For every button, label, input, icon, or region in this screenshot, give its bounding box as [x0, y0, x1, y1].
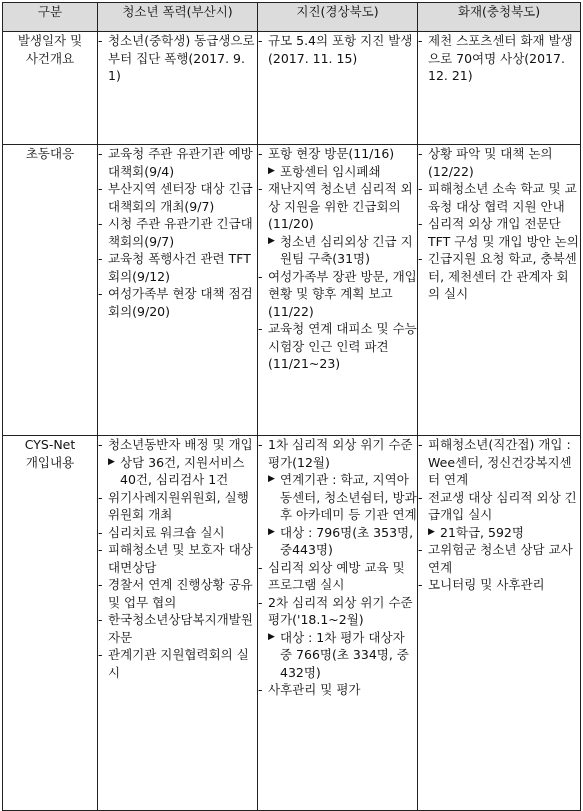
triangle-bullet-icon: ▶ [268, 235, 275, 246]
bullet-text: 피해청소년(직간접) 개입 : Wee센터, 정신건강복지센터 연계 [428, 437, 572, 487]
cell-fire [418, 436, 581, 811]
bullet-item [418, 576, 580, 594]
dash-bullet-icon: - [418, 216, 423, 231]
bullet-text: 교육청 폭행사건 관련 TFT회의(9/12) [108, 251, 251, 284]
bullet-text: 긴급지원 요청 학교, 충북센터, 제천센터 간 관계자 회의 실시 [428, 251, 577, 301]
header-row [3, 3, 581, 32]
dash-bullet-icon: - [418, 542, 423, 557]
row-label-line: 개입내용 [25, 454, 75, 470]
bullet-text: 시청 주관 유관기관 긴급대책회의(9/7) [108, 216, 253, 249]
bullet-item [98, 576, 257, 611]
dash-bullet-icon: - [98, 524, 103, 540]
dash-bullet-icon: - [418, 146, 423, 161]
triangle-bullet-icon: ▶ [268, 526, 275, 537]
sub-bullet-item [258, 233, 417, 268]
bullet-text: 한국청소년상담복지개발원 자문 [108, 612, 253, 645]
sub-bullet-item [258, 471, 417, 524]
dash-bullet-icon: - [258, 437, 263, 452]
row-incident-overview [3, 32, 581, 145]
sub-bullet-item [98, 454, 257, 489]
bullet-item [258, 681, 417, 699]
bullet-text: 여성가족부 장관 방문, 개입 현황 및 향후 계획 보고(11/22) [268, 268, 417, 319]
bullet-item [258, 559, 417, 594]
dash-bullet-icon: - [98, 181, 103, 196]
bullet-text: 여성가족부 현장 대책 점검회의(9/20) [108, 286, 253, 319]
bullet-text: 피해청소년 및 보호자 대상 대면상담 [108, 542, 253, 575]
bullet-text: 교육청 연계 대피소 및 수능 시험장 인근 인력 파견(11/21~23) [268, 321, 417, 371]
cell-earthquake [258, 145, 418, 436]
dash-bullet-icon: - [258, 559, 263, 575]
row-label-line: 사건개요 [25, 50, 75, 66]
sub-bullet-item [418, 524, 580, 542]
bullet-text: 1차 심리적 외상 위기 수준 평가(12월) [268, 437, 413, 470]
bullet-text: 교육청 주관 유관기관 예방대책회(9/4) [108, 146, 253, 179]
row-label-line: CYS-Net [24, 437, 76, 452]
row-label [3, 436, 98, 811]
bullet-text: 고위험군 청소년 상담 교사 연계 [428, 542, 573, 575]
bullet-text: 연계기관 : 학교, 지역아동센터, 청소년쉼터, 방과 후 아카데미 등 기관 연계 [280, 472, 417, 522]
bullet-item [98, 524, 257, 542]
dash-bullet-icon: - [258, 682, 263, 697]
dash-bullet-icon: - [98, 33, 103, 48]
bullet-text: 심리적 외상 개입 전문단TFT 구성 및 개입 방안 논의 [428, 216, 579, 249]
sub-bullet-item [258, 163, 417, 181]
bullet-text: 규모 5.4의 포항 지진 발생(2017. 11. 15) [268, 33, 413, 66]
header-earthquake: 지진(경상북도) [258, 3, 418, 32]
bullet-item [418, 489, 580, 524]
dash-bullet-icon: - [98, 489, 103, 505]
bullet-item [418, 32, 580, 85]
dash-bullet-icon: - [418, 577, 423, 592]
header-category: 구분 [3, 3, 98, 32]
dash-bullet-icon: - [258, 33, 263, 48]
bullet-text: 경찰서 연계 진행상황 공유 및 업무 협의 [108, 577, 253, 610]
bullet-text: 포항 현장 방문(11/16) [268, 146, 395, 161]
dash-bullet-icon: - [98, 577, 103, 592]
triangle-bullet-icon: ▶ [268, 165, 275, 176]
cell-fire [418, 32, 581, 145]
bullet-item [258, 32, 417, 67]
bullet-item [98, 611, 257, 646]
cell-youth-violence [98, 32, 258, 145]
cell-fire [418, 145, 581, 436]
bullet-item [98, 541, 257, 576]
triangle-bullet-icon: ▶ [108, 456, 115, 467]
bullet-text: 심리치료 워크숍 실시 [108, 524, 225, 540]
dash-bullet-icon: - [98, 647, 103, 662]
bullet-text: 모니터링 및 사후관리 [428, 577, 545, 592]
bullet-item [98, 32, 257, 85]
bullet-text: 재난지역 청소년 심리적 외상 지원을 위한 긴급회의(11/20) [268, 181, 413, 231]
bullet-item [258, 320, 417, 373]
bullet-text: 피해청소년 소속 학교 및 교육청 대상 협력 지원 안내 [428, 181, 577, 214]
triangle-bullet-icon: ▶ [268, 631, 275, 642]
dash-bullet-icon: - [98, 146, 103, 161]
row-label-line: 초동대응 [25, 146, 75, 161]
row-initial-response [3, 145, 581, 436]
incident-response-table [2, 2, 581, 811]
bullet-text: 청소년동반자 배정 및 개입 [108, 437, 253, 452]
bullet-item [98, 250, 257, 285]
dash-bullet-icon: - [258, 594, 263, 610]
dash-bullet-icon: - [98, 437, 103, 452]
bullet-item [418, 215, 580, 250]
bullet-item [98, 145, 257, 180]
bullet-text: 21학급, 592명 [440, 524, 524, 540]
row-cysnet-intervention [3, 436, 581, 811]
dash-bullet-icon: - [258, 146, 263, 161]
dash-bullet-icon: - [418, 33, 423, 48]
dash-bullet-icon: - [418, 437, 423, 452]
bullet-item [418, 180, 580, 215]
bullet-text: 위기사례지원위원회, 실행위원회 개최 [108, 489, 249, 522]
cell-youth-violence [98, 436, 258, 811]
cell-earthquake [258, 32, 418, 145]
bullet-text: 2차 심리적 외상 위기 수준 평가('18.1~2월) [268, 594, 413, 627]
dash-bullet-icon: - [418, 251, 423, 266]
bullet-text: 상담 36건, 지원서비스 40건, 심리검사 1건 [120, 454, 245, 487]
dash-bullet-icon: - [258, 268, 263, 284]
dash-bullet-icon: - [258, 181, 263, 196]
cell-youth-violence [98, 145, 258, 436]
dash-bullet-icon: - [98, 542, 103, 557]
sub-bullet-item [258, 629, 417, 682]
header-fire: 화재(충청북도) [418, 3, 581, 32]
bullet-text: 청소년 심리외상 긴급 지원팀 구축(31명) [280, 233, 413, 266]
bullet-item [418, 250, 580, 303]
bullet-text: 전교생 대상 심리적 외상 긴급개입 실시 [428, 489, 577, 522]
triangle-bullet-icon: ▶ [428, 526, 435, 537]
dash-bullet-icon: - [98, 251, 103, 266]
dash-bullet-icon: - [98, 216, 103, 231]
header-youth-violence: 청소년 폭력(부산시) [98, 3, 258, 32]
bullet-text: 대상 : 796명(초 353명, 중443명) [280, 524, 414, 557]
row-label [3, 145, 98, 436]
bullet-text: 사후관리 및 평가 [268, 682, 361, 697]
bullet-text: 관계기관 지원협력회의 실시 [108, 647, 249, 680]
bullet-text: 부산지역 센터장 대상 긴급대책회의 개최(9/7) [108, 181, 253, 214]
bullet-item [258, 436, 417, 471]
sub-bullet-item [258, 524, 417, 559]
dash-bullet-icon: - [98, 286, 103, 301]
bullet-text: 심리적 외상 예방 교육 및 프로그램 실시 [268, 559, 405, 592]
bullet-item [98, 436, 257, 454]
bullet-item [98, 646, 257, 681]
cell-earthquake [258, 436, 418, 811]
dash-bullet-icon: - [258, 321, 263, 336]
row-label-line: 발생일자 및 [17, 33, 83, 48]
bullet-item [98, 215, 257, 250]
bullet-item [258, 268, 417, 321]
triangle-bullet-icon: ▶ [268, 474, 275, 484]
bullet-text: 청소년(중학생) 동급생으로부터 집단 폭행(2017. 9. 1) [108, 33, 255, 83]
bullet-item [98, 489, 257, 524]
bullet-item [98, 285, 257, 320]
bullet-item [418, 145, 580, 180]
bullet-text: 포항센터 임시폐쇄 [280, 163, 381, 179]
bullet-text: 대상 : 1차 평가 대상자 중 766명(초 334명, 중 432명) [280, 629, 409, 680]
bullet-item [98, 180, 257, 215]
bullet-item [258, 180, 417, 233]
bullet-text: 상황 파악 및 대책 논의(12/22) [428, 146, 553, 179]
bullet-item [258, 594, 417, 629]
dash-bullet-icon: - [418, 181, 423, 196]
dash-bullet-icon: - [98, 612, 103, 627]
bullet-item [258, 145, 417, 163]
bullet-item [418, 541, 580, 576]
dash-bullet-icon: - [418, 489, 423, 505]
bullet-item [418, 436, 580, 489]
bullet-text: 제천 스포츠센터 화재 발생으로 70여명 사상(2017. 12. 21) [428, 33, 573, 83]
row-label [3, 32, 98, 145]
